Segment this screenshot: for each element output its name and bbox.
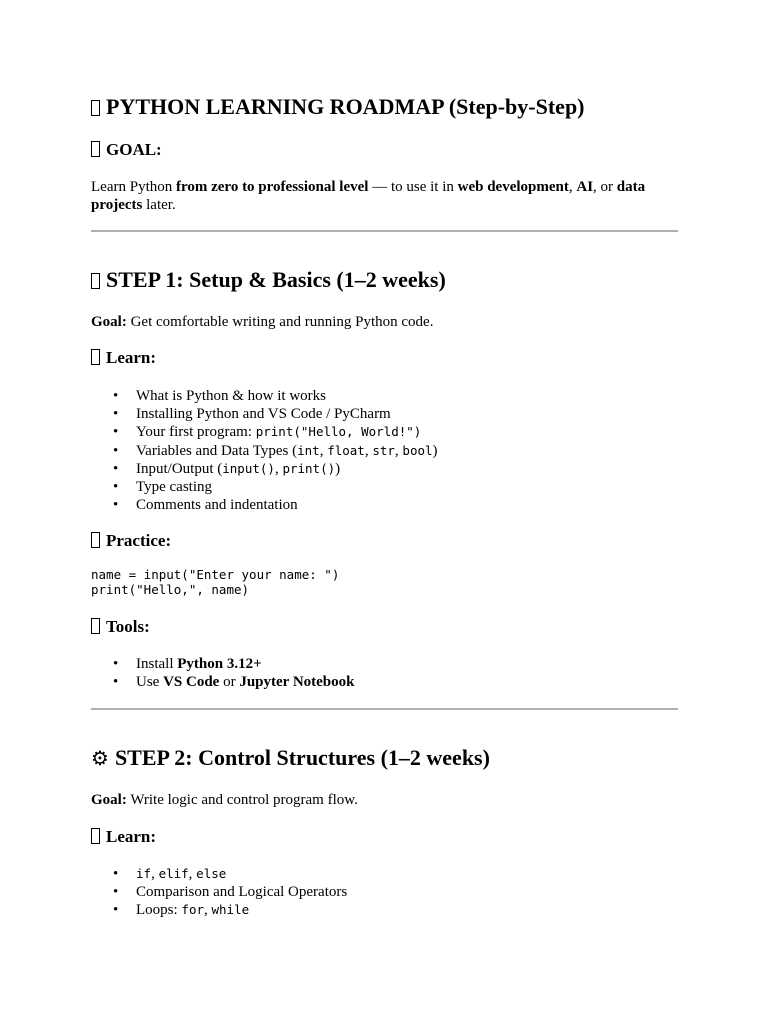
code-line: name = input("Enter your name: ") xyxy=(91,567,340,582)
separator: , xyxy=(204,902,212,919)
inline-code: float xyxy=(327,442,365,458)
missing-glyph-icon xyxy=(91,141,100,157)
inline-code: bool xyxy=(402,442,433,458)
step1-heading-text: STEP 1: Setup & Basics (1–2 weeks) xyxy=(106,267,446,292)
learn-heading-text: Learn: xyxy=(106,348,157,367)
list-item-text: Install xyxy=(136,656,178,672)
inline-code: input() xyxy=(222,460,275,476)
list-item xyxy=(91,655,355,673)
learn-heading-text: Learn: xyxy=(106,827,157,846)
list-item xyxy=(91,901,347,919)
code-block xyxy=(91,568,339,597)
list-item xyxy=(91,423,438,441)
step1-goal xyxy=(91,313,678,331)
step1-learn-heading xyxy=(91,348,156,368)
step1-tools-list xyxy=(91,655,355,691)
list-item xyxy=(91,478,438,496)
code-line: print("Hello,", name) xyxy=(91,581,250,597)
inline-code: else xyxy=(196,866,227,881)
step1-tools-heading xyxy=(91,617,150,637)
list-item xyxy=(91,865,347,883)
list-item xyxy=(91,496,438,514)
separator: , xyxy=(274,460,283,477)
list-item-text: Type casting xyxy=(136,479,213,496)
intro-text: later. xyxy=(142,197,176,213)
list-item-text: Loops: xyxy=(136,902,182,919)
step2-heading xyxy=(91,745,490,771)
page-title xyxy=(91,94,585,120)
list-item-text: Your first program: xyxy=(136,424,256,441)
separator: , xyxy=(188,866,197,882)
list-item xyxy=(91,673,355,691)
separator: , xyxy=(151,866,159,882)
step1-learn-list xyxy=(91,387,438,514)
missing-glyph-icon xyxy=(91,532,100,548)
inline-code: int xyxy=(297,442,320,458)
tools-heading-text: Tools: xyxy=(106,617,150,636)
intro-text: — to use it in xyxy=(368,179,458,195)
list-item-text: What is Python & how it works xyxy=(136,388,326,404)
divider xyxy=(91,230,678,232)
step1-heading xyxy=(91,267,446,293)
list-item-text: or xyxy=(219,674,240,691)
inline-code: print("Hello, World!") xyxy=(255,424,422,440)
goal-heading-text: GOAL: xyxy=(106,140,162,159)
intro-bold: AI xyxy=(576,179,594,195)
goal-text: Write logic and control program flow. xyxy=(126,792,358,808)
divider xyxy=(91,708,678,710)
inline-code: if xyxy=(136,866,152,881)
separator: , xyxy=(394,442,403,459)
inline-code: print() xyxy=(282,460,336,476)
intro-text: Learn Python xyxy=(91,179,176,195)
list-item-text: ) xyxy=(335,460,341,477)
list-item-bold: VS Code xyxy=(163,674,220,691)
list-item-text: Comments and indentation xyxy=(136,497,298,514)
inline-code: str xyxy=(372,442,395,458)
step2-learn-heading xyxy=(91,827,156,847)
list-item-text: Input/Output ( xyxy=(136,460,223,477)
list-item-bold: Jupyter Notebook xyxy=(239,674,355,691)
list-item xyxy=(91,460,438,478)
inline-code: elif xyxy=(158,866,189,881)
list-item-text: Installing Python and VS Code / PyCharm xyxy=(136,406,391,423)
practice-heading-text: Practice: xyxy=(106,531,172,550)
list-item xyxy=(91,883,347,901)
missing-glyph-icon xyxy=(91,273,100,289)
goal-label: Goal: xyxy=(91,314,127,330)
step2-learn-list xyxy=(91,865,347,920)
intro-paragraph xyxy=(91,178,678,214)
list-item-text: ) xyxy=(432,442,438,459)
inline-code: for xyxy=(181,902,204,918)
list-item xyxy=(91,387,438,405)
intro-text: , or xyxy=(593,179,617,195)
intro-bold: data projects xyxy=(91,179,646,213)
inline-code: while xyxy=(211,902,250,918)
step2-heading-text: STEP 2: Control Structures (1–2 weeks) xyxy=(114,745,490,770)
intro-text: , xyxy=(568,179,577,195)
list-item-text: Comparison and Logical Operators xyxy=(136,884,348,901)
list-item-text: Variables and Data Types ( xyxy=(136,442,298,459)
step1-practice-heading xyxy=(91,531,171,551)
goal-label: Goal: xyxy=(91,792,127,808)
missing-glyph-icon xyxy=(91,828,100,844)
goal-heading xyxy=(91,140,162,160)
separator: , xyxy=(319,442,328,459)
list-item-bold: Python 3.12+ xyxy=(177,656,262,672)
page-title-text: PYTHON LEARNING ROADMAP (Step-by-Step) xyxy=(106,94,585,119)
list-item xyxy=(91,442,438,460)
list-item xyxy=(91,405,438,423)
separator: , xyxy=(364,442,373,459)
gear-icon: ⚙ xyxy=(91,746,109,770)
step2-goal xyxy=(91,791,678,809)
goal-text: Get comfortable writing and running Python code. xyxy=(126,314,434,330)
intro-bold: web development xyxy=(457,179,569,195)
intro-bold: from zero to professional level xyxy=(175,179,369,195)
missing-glyph-icon xyxy=(91,349,100,365)
list-item-text: Use xyxy=(136,674,164,691)
missing-glyph-icon xyxy=(91,100,100,116)
missing-glyph-icon xyxy=(91,618,100,634)
